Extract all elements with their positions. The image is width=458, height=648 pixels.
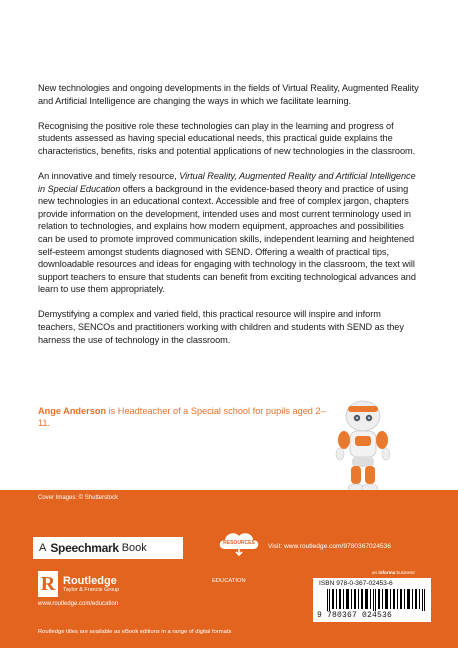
blurb bbox=[38, 82, 420, 359]
routledge-website: www.routledge.com/education bbox=[38, 601, 119, 607]
author-bio bbox=[38, 405, 328, 429]
resources-cloud-icon bbox=[215, 527, 263, 557]
routledge-logo bbox=[38, 570, 119, 598]
category-label: EDUCATION bbox=[212, 578, 246, 584]
blurb-paragraph-3 bbox=[38, 170, 420, 296]
routledge-name: Routledge bbox=[63, 574, 117, 587]
orange-band bbox=[0, 490, 458, 648]
blurb-paragraph-2: Recognising the positive role these technologies can play in the learning and progress of students assessed as having special educational needs, this practical guide explains the characteristics, benefits, risks and potential applications of new technologies in the classroom. bbox=[38, 120, 416, 156]
speechmark-logo bbox=[33, 537, 183, 559]
blurb-paragraph-1: New technologies and ongoing developments in the fields of Virtual Reality, Augmented Reality and Artificial Intelligence are changing the ways in which we facilitate learning. bbox=[38, 83, 419, 106]
resources-label: RESOURCES bbox=[223, 540, 255, 546]
informa-prefix: an bbox=[372, 570, 379, 575]
barcode-digits: 9 780367 024536 bbox=[317, 611, 393, 620]
ebook-note: Routledge titles are available as eBook editions in a range of digital formats bbox=[38, 629, 232, 635]
cover-credit: Cover Images: © Shutterstock bbox=[38, 495, 119, 501]
informa-tag bbox=[372, 570, 415, 575]
barcode-bars bbox=[327, 589, 427, 611]
robot-image bbox=[328, 398, 398, 494]
blurb-paragraph-4: Demystifying a complex and varied field, this practical resource will inspire and inform teachers, SENCOs and practitioners working with children and students with SEND as they harness the use of technology in the classroom. bbox=[38, 309, 404, 345]
informa-brand: informa bbox=[378, 570, 396, 575]
informa-suffix: business bbox=[395, 570, 415, 575]
speechmark-article: A bbox=[39, 542, 47, 554]
routledge-r-icon: R bbox=[38, 571, 58, 597]
barcode-box bbox=[313, 578, 431, 622]
author-name: Ange Anderson bbox=[38, 406, 107, 416]
routledge-subtitle: Taylor & Francis Group bbox=[63, 586, 120, 593]
isbn-text: ISBN 978-0-367-02453-6 bbox=[319, 580, 393, 587]
para3-rest: offers a background in the evidence-based theory and practice of using new technologies in an educational context. Accessible and free of complex jargon, chapters provide information on the development, intended uses and most current terminology used in relation to technologies, and explains how modern equipment, approaches and possibilities can be used to promote improved communication skills, independent learning and heightened self-esteem amongst students diagnosed with SEND. Offering a wealth of practical tips, downloadable resources and ideas for engaging with technology in the classroom, the text will support teachers to ensure that students can benefit from exciting technological advances and learn to use them appropriately. bbox=[38, 183, 416, 295]
author-description: is Headteacher of a Special school for pupils aged 2–11. bbox=[38, 406, 326, 428]
para3-start: An innovative and timely resource, bbox=[38, 170, 180, 181]
visit-link: Visit: www.routledge.com/9780367024536 bbox=[268, 543, 392, 550]
book-title-italic: Virtual Reality, Augmented Reality and Artificial Intelligence in Special Education bbox=[38, 170, 416, 194]
speechmark-book: Book bbox=[121, 542, 147, 554]
speechmark-brand: Speechmark bbox=[50, 541, 119, 555]
